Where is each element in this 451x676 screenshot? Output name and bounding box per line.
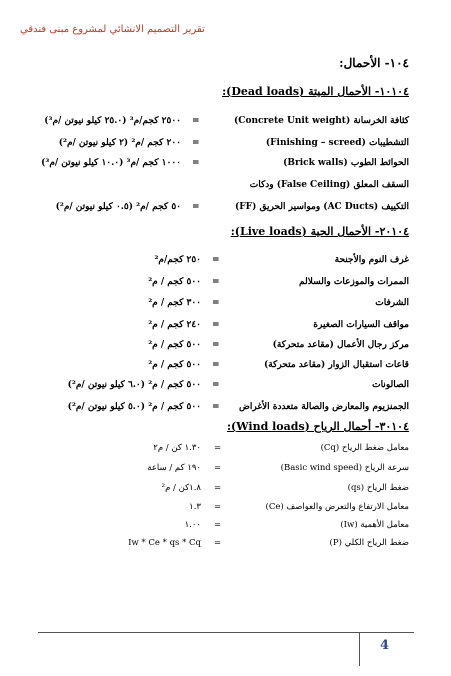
equals-sign: = <box>192 158 200 168</box>
live-loads-heading: ٢٠١٠٤- الأحمال الحية (Live loads): <box>230 225 409 238</box>
equals-sign: = <box>212 340 220 350</box>
equals-sign: = <box>214 463 222 473</box>
wind-loads-label: معامل الأهمية (Iw) <box>340 520 409 530</box>
dead-loads-label: كثافة الخرسانة (Concrete Unit weight) <box>234 116 409 126</box>
live-loads-value: ٥٠٠ كجم / م² <box>148 340 201 350</box>
equals-sign: = <box>214 502 222 512</box>
equals-sign: = <box>212 277 220 287</box>
equals-sign: = <box>212 360 220 370</box>
live-loads-label: الصالونات <box>372 380 409 390</box>
live-loads-value: ٥٠٠ كجم / م² (٥.٠ كيلو نيوتن /م²) <box>67 402 201 412</box>
section-title: ١٠٤- الأحمال: <box>339 56 409 70</box>
wind-loads-value: Iw * Ce * qs * Cq <box>128 538 201 548</box>
wind-loads-value: ١.٠٠ <box>184 520 201 530</box>
footer-vertical-divider <box>359 632 360 666</box>
live-loads-label: الممرات والموزعات والسلالم <box>299 277 409 287</box>
footer-divider <box>38 632 414 633</box>
dead-loads-value: ٥٠ كجم /م² (٠.٥ كيلو نيوتن /م²) <box>55 202 181 212</box>
live-loads-label: مواقف السيارات الصغيرة <box>313 320 409 330</box>
equals-sign: = <box>192 138 200 148</box>
equals-sign: = <box>214 538 222 548</box>
live-loads-value: ٥٠٠ كجم / م² <box>148 360 201 370</box>
live-loads-label: قاعات استقبال الزوار (مقاعد متحركة) <box>263 360 409 370</box>
wind-loads-label: ضغط الرياح الكلي (P) <box>329 538 409 548</box>
wind-loads-value: ١.٨كن / م² <box>161 483 201 493</box>
live-loads-label: الجمنزيوم والمعارض والصالة متعددة الأغراض <box>238 402 409 412</box>
live-loads-label: مركز رجال الأعمال (مقاعد متحركة) <box>272 340 409 350</box>
live-loads-value: ٥٠٠ كجم / م² <box>148 277 201 287</box>
equals-sign: = <box>212 255 220 265</box>
wind-loads-value: ١٩٠ كم / ساعة <box>147 463 201 473</box>
dead-loads-value: ٢٠٠ كجم /م² (٢ كيلو نيوتن /م²) <box>58 138 181 148</box>
equals-sign: = <box>192 202 200 212</box>
dead-loads-value: ١٠٠٠ كجم /م³ (١٠.٠ كيلو نيوتن /م³) <box>41 158 181 168</box>
live-loads-value: ٢٤٠ كجم / م² <box>148 320 201 330</box>
equals-sign: = <box>214 483 222 493</box>
wind-loads-label: معامل الارتفاع والتعرض والعواصف (Ce) <box>265 502 409 512</box>
equals-sign: = <box>212 380 220 390</box>
live-loads-value: ٣٠٠ كجم / م² <box>148 298 201 308</box>
equals-sign: = <box>192 116 200 126</box>
wind-loads-label: معامل ضغط الرياح (Cq) <box>320 443 409 453</box>
wind-loads-heading: ٣٠١٠٤- أحمال الرياح (Wind loads): <box>226 420 409 433</box>
live-loads-label: غرف النوم والأجنحة <box>334 255 409 265</box>
wind-loads-label: سرعة الرياح (Basic wind speed) <box>280 463 409 473</box>
dead-loads-label: الحوائط الطوب (Brick walls) <box>283 158 409 168</box>
live-loads-value: ٢٥٠ كجم/م² <box>154 255 201 265</box>
live-loads-value: ٥٠٠ كجم / م² (٦.٠ كيلو نيوتن /م²) <box>67 380 201 390</box>
equals-sign: = <box>214 443 222 453</box>
wind-loads-value: ١.٣٠ كن / م٢ <box>153 443 201 453</box>
equals-sign: = <box>212 298 220 308</box>
wind-loads-label: ضغط الرياح (qs) <box>347 483 409 493</box>
dead-loads-label: التشطيبات (Finishing – screed) <box>265 138 409 148</box>
equals-sign: = <box>212 320 220 330</box>
equals-sign: = <box>214 520 222 530</box>
dead-loads-heading: ١٠١٠٤- الأحمال الميتة (Dead loads): <box>222 85 409 98</box>
page-number: 4 <box>380 638 390 653</box>
dead-loads-label: التكييف (AC Ducts) ومواسير الحريق (FF) <box>235 202 409 212</box>
equals-sign: = <box>212 402 220 412</box>
header-title: تقرير التصميم الانشائي لمشروع مبنى فندقي <box>20 24 205 35</box>
live-loads-label: الشرفات <box>375 298 409 308</box>
wind-loads-value: ١.٣ <box>189 502 201 512</box>
dead-loads-label: السقف المعلق (False Ceiling) ودكات <box>249 180 409 190</box>
dead-loads-value: ٢٥٠٠ كجم/م³ (٢٥.٠ كيلو نيوتن /م³) <box>44 116 181 126</box>
